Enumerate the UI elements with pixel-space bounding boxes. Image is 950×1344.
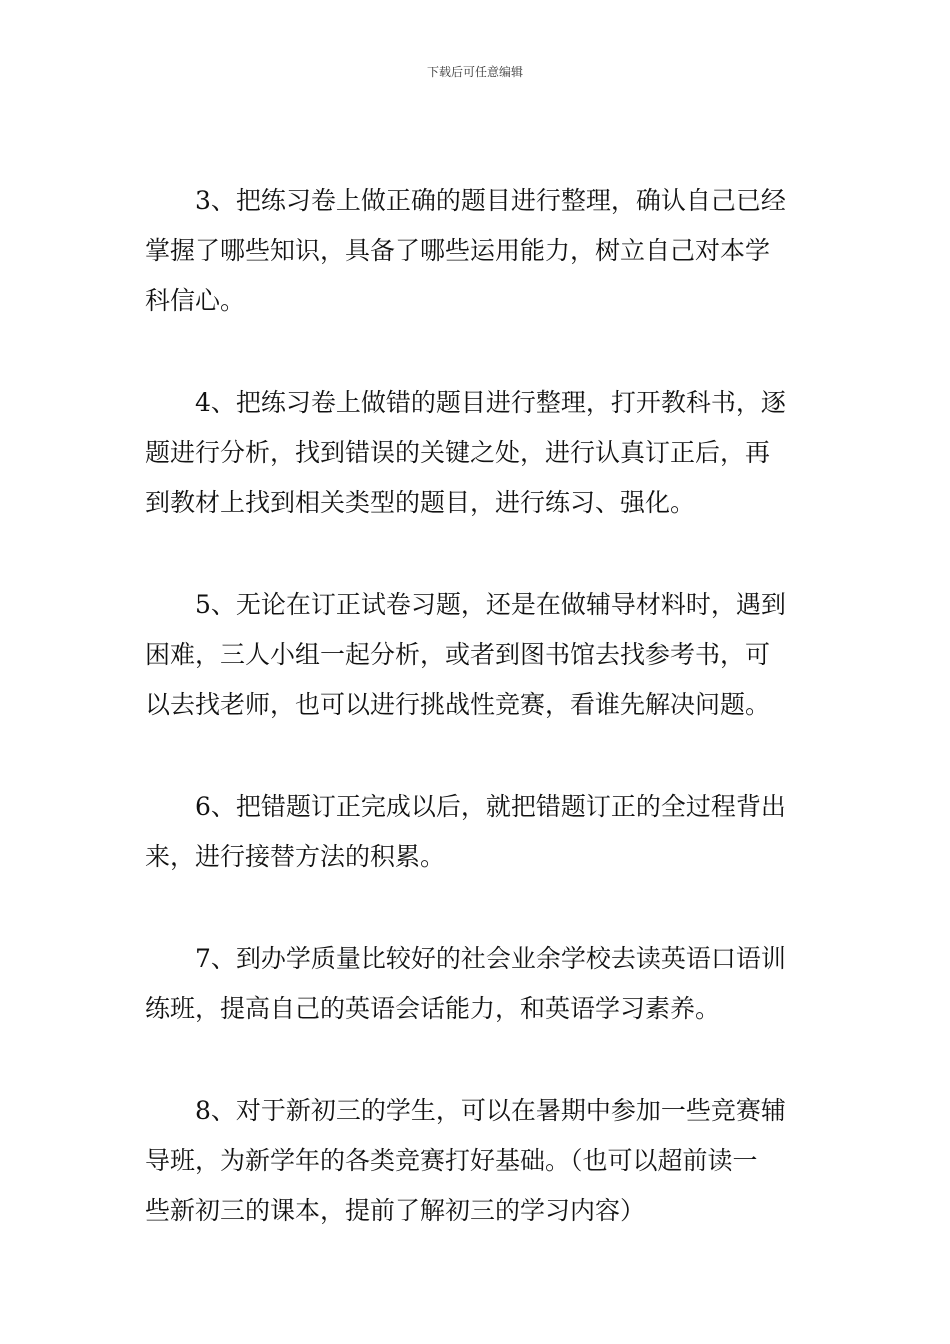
paragraph-8	[145, 1086, 810, 1236]
paragraph-line: 导班，为新学年的各类竞赛打好基础。（也可以超前读一	[145, 1146, 758, 1175]
document-body	[145, 176, 810, 1288]
paragraph-line: 来，进行接替方法的积累。	[145, 842, 446, 871]
paragraph-3	[145, 176, 810, 326]
paragraph-6	[145, 782, 810, 882]
paragraph-line: 些新初三的课本，提前了解初三的学习内容）	[145, 1196, 646, 1225]
paragraph-line: 5、无论在订正试卷习题，还是在做辅导材料时，遇到	[195, 590, 786, 619]
paragraph-line: 8、对于新初三的学生，可以在暑期中参加一些竞赛辅	[195, 1096, 786, 1125]
paragraph-line: 以去找老师，也可以进行挑战性竞赛，看谁先解决问题。	[145, 690, 771, 719]
paragraph-line: 练班，提高自己的英语会话能力，和英语学习素养。	[145, 994, 721, 1023]
paragraph-4	[145, 378, 810, 528]
paragraph-line: 困难，三人小组一起分析，或者到图书馆去找参考书，可	[145, 640, 771, 669]
paragraph-line: 到教材上找到相关类型的题目，进行练习、强化。	[145, 488, 696, 517]
paragraph-line: 题进行分析，找到错误的关键之处，进行认真订正后，再	[145, 438, 771, 467]
paragraph-5	[145, 580, 810, 730]
paragraph-line: 6、把错题订正完成以后，就把错题订正的全过程背出	[195, 792, 786, 821]
paragraph-line: 3、把练习卷上做正确的题目进行整理，确认自己已经	[195, 186, 786, 215]
paragraph-7	[145, 934, 810, 1034]
paragraph-line: 科信心。	[145, 286, 246, 315]
paragraph-line: 掌握了哪些知识，具备了哪些运用能力，树立自己对本学	[145, 236, 771, 265]
paragraph-line: 4、把练习卷上做错的题目进行整理，打开教科书，逐	[195, 388, 786, 417]
page-header: 下载后可任意编辑	[426, 65, 523, 79]
paragraph-line: 7、到办学质量比较好的社会业余学校去读英语口语训	[195, 944, 786, 973]
